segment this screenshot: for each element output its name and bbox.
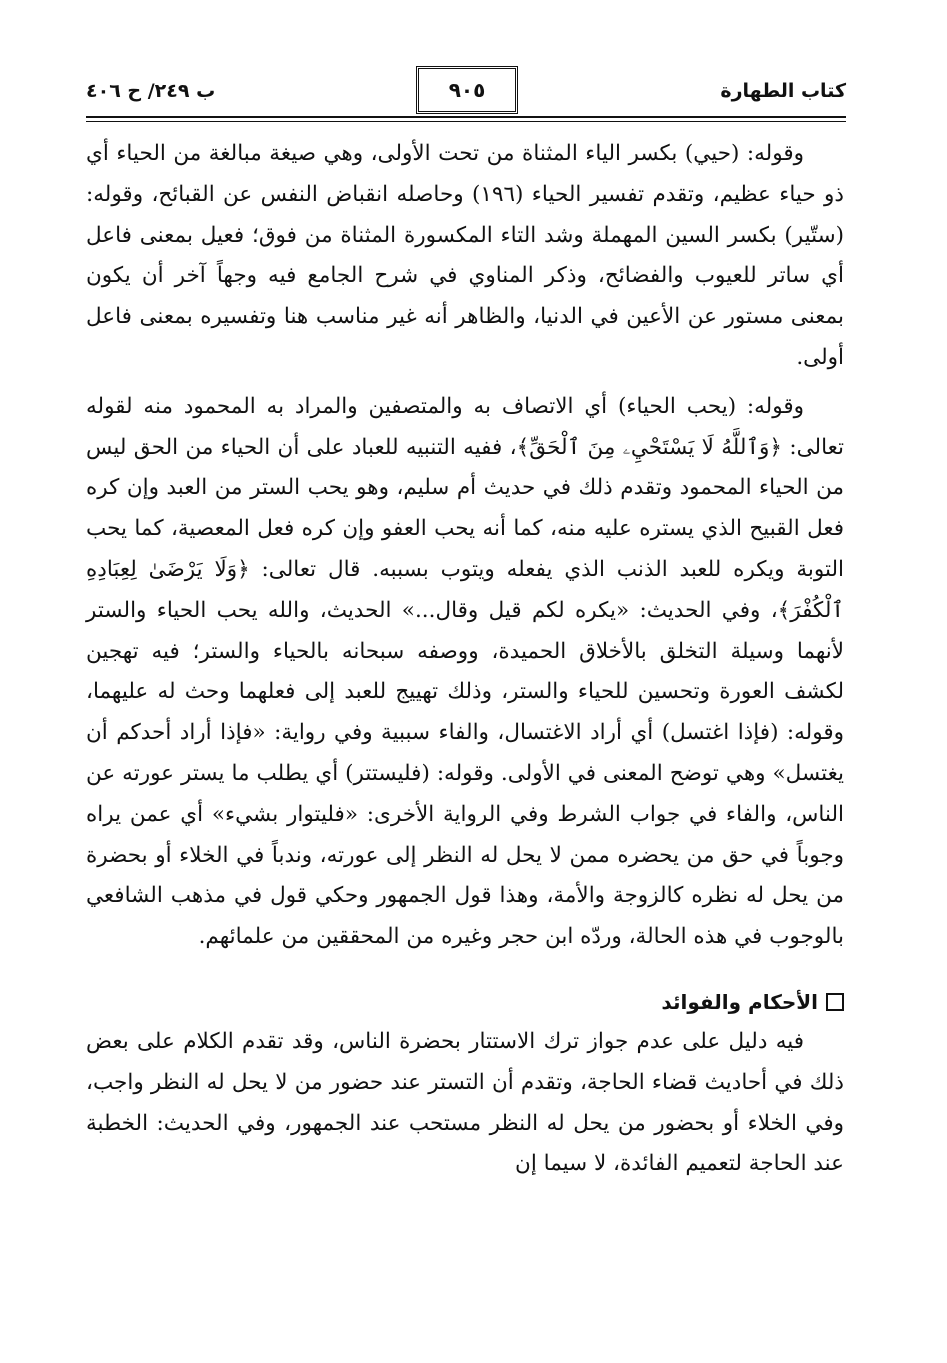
square-bullet-icon	[826, 993, 844, 1011]
paragraph-1: وقوله: (حيي) بكسر الياء المثناة من تحت الأولى، وهي صيغة مبالغة من الحياء أي ذو حياء عظيم، وتقدم تفسير الحياء (١٩٦) وحاصله انقباض النفس عن القبائح، وقوله: (ستّير) بكسر السين المهملة وشد التاء المكسورة المثناة من فوق؛ فعيل بمعنى فاعل أي ساتر للعيوب والفضائح، وذكر المناوي في شرح الجامع فيه وجهاً آخر أن يكون بمعنى مستور عن الأعين في الدنيا، والظاهر أنه غير مناسب هنا وتفسيره بمعنى فاعل أولى.	[86, 141, 844, 370]
page-header	[86, 66, 846, 116]
header-rule-thin	[86, 121, 846, 122]
section-heading	[86, 982, 844, 1022]
section-title: الأحكام والفوائد	[661, 989, 818, 1014]
chapter-reference: ب ٢٤٩/ ح ٤٠٦	[86, 80, 216, 102]
header-rule-thick	[86, 116, 846, 118]
paragraph-2: وقوله: (يحب الحياء) أي الاتصاف به والمتصفين والمراد به المحمود منه لقوله تعالى: ﴿وَٱللَّهُ لَا يَسْتَحْيِۦ مِنَ ٱلْحَقِّ﴾، ففيه التنبيه للعباد على أن الحياء من الحق ليس من الحياء المحمود وتقدم ذلك في حديث أم سليم، وهو يحب الستر من العبد وإن كره فعل القبيح الذي يستره عليه منه، كما أنه يحب العفو وإن كره فعل المعصية، كما يحب التوبة ويكره للعبد الذنب الذي يفعله ويتوب بسببه. قال تعالى: ﴿وَلَا يَرْضَىٰ لِعِبَادِهِ ٱلْكُفْرَ﴾، وفي الحديث: «يكره لكم قيل وقال...» الحديث، والله يحب الحياء والستر لأنهما وسيلة التخلق بالأخلاق الحميدة، ووصفه سبحانه بالحياء والستر؛ فيه تهجين لكشف العورة وتحسين للحياء والستر، وذلك تهييج للعبد إلى فعلهما وحث له عليهما، وقوله: (فإذا اغتسل) أي أراد الاغتسال، والفاء سببية وفي رواية: «فإذا أراد أحدكم أن يغتسل» وهي توضح المعنى في الأولى. وقوله: (فليستتر) أي يطلب ما يستر عورته عن الناس، والفاء في جواب الشرط وفي الرواية الأخرى: «فليتوار بشيء» أي عمن يراه وجوباً في حق من يحضره ممن لا يحل له النظر إلى عورته، وندباً في الخلاء أو بحضرة من يحل له نظره كالزوجة والأمة، وهذا قول الجمهور وحكي قول في مذهب الشافعي بالوجوب في هذه الحالة، وردّه ابن حجر وغيره من المحققين من علمائهم.	[86, 393, 844, 950]
section-paragraph: فيه دليل على عدم جواز ترك الاستتار بحضرة الناس، وقد تقدم الكلام على بعض ذلك في أحاديث قضاء الحاجة، وتقدم أن التستر عند حضور من لا يحل له النظر واجب، وفي الخلاء أو بحضور من يحل له النظر مستحب عند الجمهور، وفي الحديث: الخطبة عند الحاجة لتعميم الفائدة، لا سيما إن	[86, 1028, 844, 1177]
book-title: كتاب الطهارة	[720, 80, 846, 102]
page-number: ٩٠٥	[448, 78, 486, 102]
page-number-box	[416, 66, 518, 114]
page-body	[86, 134, 844, 1185]
